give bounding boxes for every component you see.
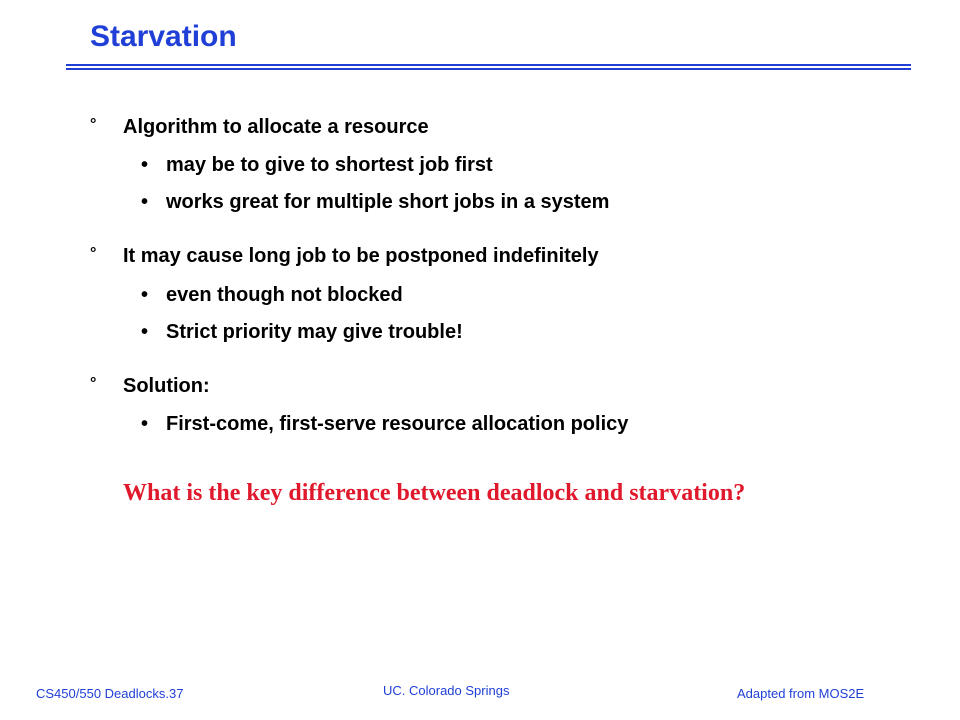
level1-marker: °: [90, 245, 97, 262]
point-1-sub-2: [141, 191, 609, 214]
point-1-sub-2-text: works great for multiple short jobs in a system: [166, 191, 610, 213]
footer-slide-id: CS450/550 Deadlocks.37: [36, 686, 184, 701]
title-underline: [66, 64, 911, 66]
discussion-question: What is the key difference between deadlock and starvation?: [123, 480, 746, 506]
bullet-marker: •: [141, 284, 149, 306]
bullet-marker: •: [141, 191, 149, 213]
point-1-sub-1: [141, 154, 493, 177]
point-3-sub-1-text: First-come, first-serve resource allocation policy: [166, 413, 629, 435]
point-3-text: Solution:: [123, 375, 210, 397]
point-2-sub-1-text: even though not blocked: [166, 284, 403, 306]
point-2-sub-2-text: Strict priority may give trouble!: [166, 321, 463, 343]
bullet-marker: •: [141, 154, 149, 176]
point-2-text: It may cause long job to be postponed indefinitely: [123, 245, 599, 267]
bullet-marker: •: [141, 321, 149, 343]
level1-marker: °: [90, 116, 97, 133]
bullet-marker: •: [141, 413, 149, 435]
point-3-sub-1: [141, 413, 628, 436]
point-1-text: Algorithm to allocate a resource: [123, 116, 429, 138]
point-2-sub-2: [141, 321, 463, 344]
footer-institution: UC. Colorado Springs: [383, 683, 510, 698]
point-1-sub-1-text: may be to give to shortest job first: [166, 154, 493, 176]
point-3: [90, 375, 210, 398]
point-1: [90, 116, 429, 139]
level1-marker: °: [90, 375, 97, 392]
slide-title: Starvation: [90, 20, 237, 53]
point-2: [90, 245, 599, 268]
point-2-sub-1: [141, 284, 403, 307]
footer-attribution: Adapted from MOS2E: [737, 686, 865, 701]
title-underline-lower: [66, 68, 911, 70]
